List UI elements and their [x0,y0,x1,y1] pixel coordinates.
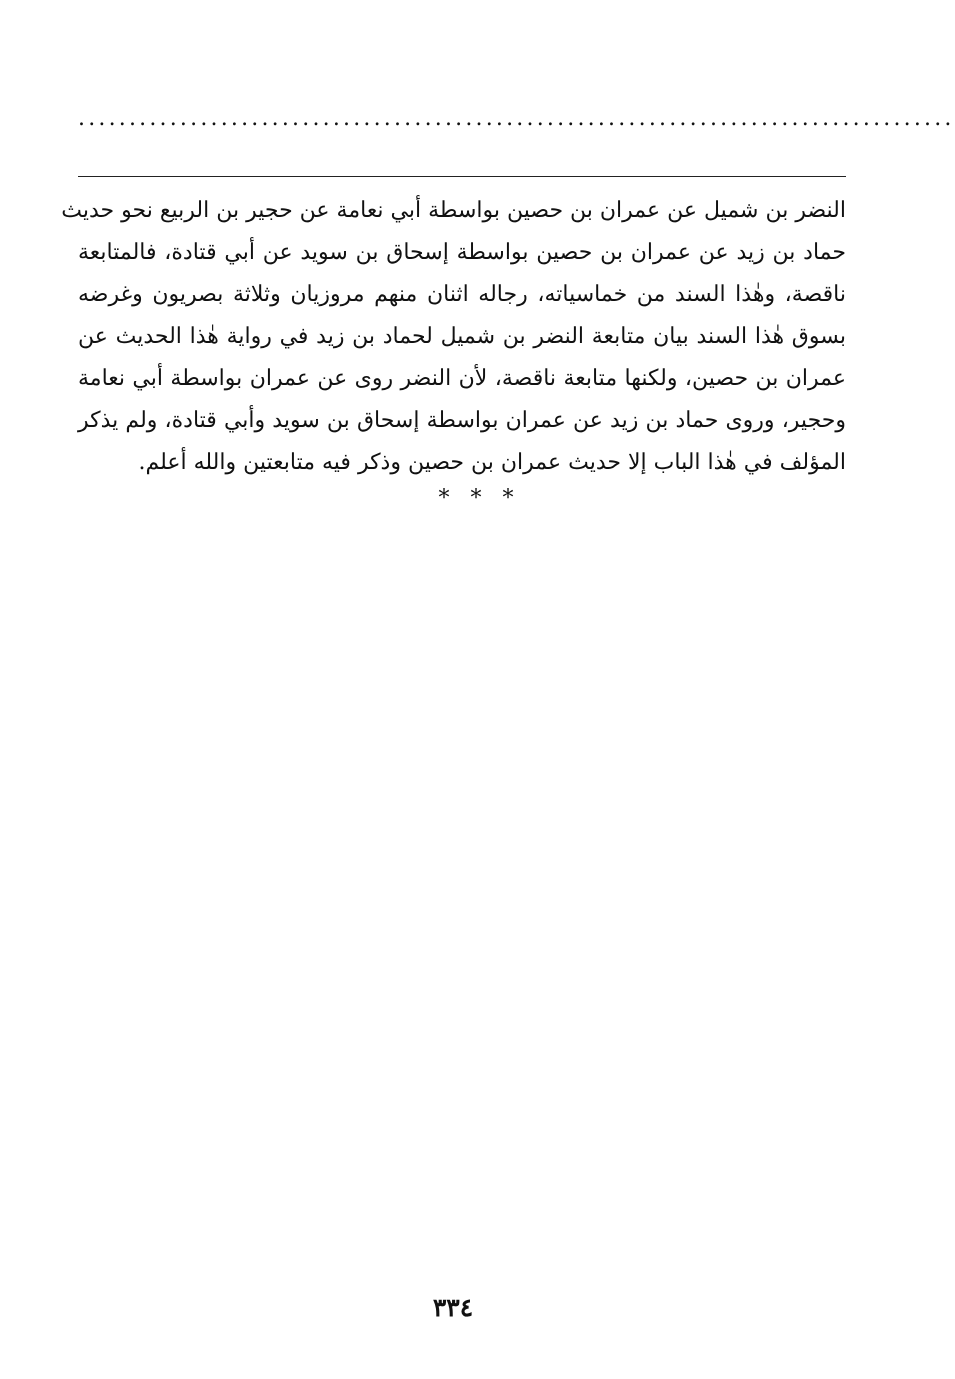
text-line: بسوق هٰذا السند بيان متابعة النضر بن شميل لحماد بن زيد في رواية هٰذا الحديث عن [78,324,846,349]
footnote-rule [78,176,846,177]
text-line: المؤلف في هٰذا الباب إلا حديث عمران بن حصين وذكر فيه متابعتين والله أعلم. [138,450,846,475]
dotted-separator: ...................................................................................... [78,106,955,131]
text-line: وحجير، وروى حماد بن زيد عن عمران بواسطة إسحاق بن سويد وأبي قتادة، ولم يذكر [78,408,847,433]
text-line: عمران بن حصين، ولكنها متابعة ناقصة، لأن النضر روى عن عمران بواسطة أبي نعامة [78,366,846,391]
text-line: حماد بن زيد عن عمران بن حصين بواسطة إسحاق بن سويد عن أبي قتادة، فالمتابعة [78,240,846,265]
text-line: النضر بن شميل عن عمران بن حصين بواسطة أبي نعامة عن حجير بن الربيع نحو حديث [61,198,846,223]
section-separator-stars: * * * [438,486,514,511]
body-paragraph [61,190,847,484]
text-line: ناقصة، وهٰذا السند من خماسياته، رجاله اثنان منهم مروزيان وثلاثة بصريون وغرضه [78,282,846,307]
page-number: ٣٣٤ [432,1293,474,1322]
